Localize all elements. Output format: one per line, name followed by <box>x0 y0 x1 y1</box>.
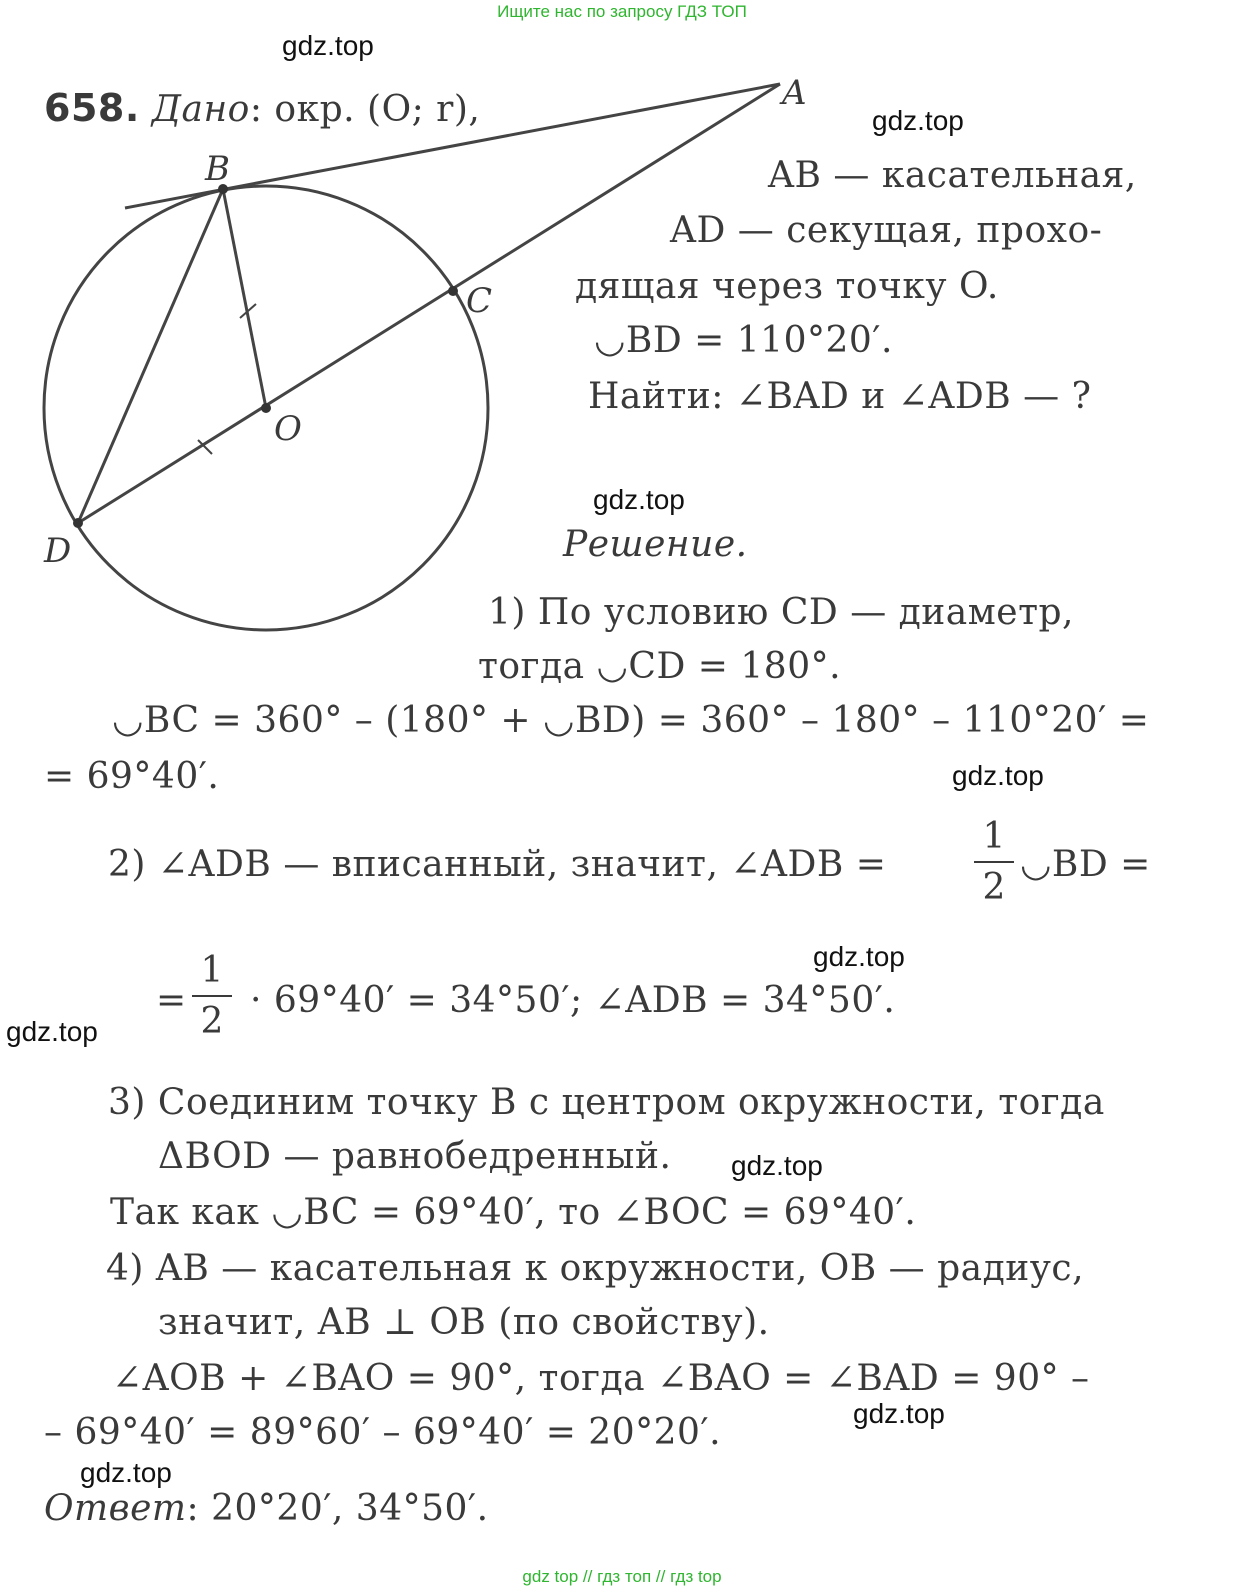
fraction-numerator: 1 <box>982 816 1006 857</box>
watermark: gdz.top <box>813 941 905 972</box>
radius-ob <box>223 189 266 408</box>
label-c: C <box>466 281 493 321</box>
label-d: D <box>44 531 72 571</box>
given-line: AD — секущая, прохо- <box>670 210 1103 251</box>
solution-line: 2) ∠ADB — вписанный, значит, ∠ADB = <box>108 844 887 885</box>
footer-links: gdz top // гдз топ // гдз top <box>522 1567 722 1586</box>
given-line: ◡BD = 110°20′. <box>594 320 893 361</box>
answer-label: Ответ <box>44 1488 187 1529</box>
find-line: Найти: ∠BAD и ∠ADB — ? <box>588 376 1092 417</box>
given-line: AB — касательная, <box>768 155 1137 196</box>
solution-line: 1) По условию CD — диаметр, <box>488 592 1074 633</box>
label-o: O <box>274 409 302 449</box>
watermark: gdz.top <box>6 1016 98 1047</box>
solution-line: ◡BD = <box>1020 844 1151 885</box>
point-c <box>448 286 458 296</box>
fraction <box>192 950 232 1042</box>
solution-line: – 69°40′ = 89°60′ – 69°40′ = 20°20′. <box>44 1412 722 1453</box>
fraction-denominator: 2 <box>982 867 1006 908</box>
watermark: gdz.top <box>593 484 685 515</box>
problem-number: 658. <box>44 86 140 130</box>
watermark: gdz.top <box>80 1457 172 1488</box>
answer-value: : 20°20′, 34°50′. <box>186 1488 489 1529</box>
solution-line: = 69°40′. <box>44 756 220 797</box>
fraction <box>974 816 1014 908</box>
point-o <box>261 403 271 413</box>
fraction-denominator: 2 <box>200 1001 224 1042</box>
answer-line <box>44 1488 489 1529</box>
chord-bd <box>78 189 223 523</box>
solution-line: = <box>156 980 187 1021</box>
watermark: gdz.top <box>282 30 374 61</box>
given-label: Дано <box>151 89 250 130</box>
solution-line: 4) AB — касательная к окружности, OB — радиус, <box>106 1248 1085 1289</box>
fraction-numerator: 1 <box>200 950 224 991</box>
given-text: : окр. (O; r), <box>249 89 481 130</box>
solution-line: значит, AB ⊥ OB (по свойству). <box>158 1302 770 1343</box>
watermark: gdz.top <box>952 760 1044 791</box>
watermark: gdz.top <box>853 1398 945 1429</box>
solution-line: ΔBOD — равнобедренный. <box>158 1136 672 1177</box>
watermark: gdz.top <box>872 105 964 136</box>
solution-line: 3) Соединим точку B с центром окружности, тогда <box>108 1082 1105 1123</box>
point-d <box>73 518 83 528</box>
solution-line: ∠AOB + ∠BAO = 90°, тогда ∠BAO = ∠BAD = 90° – <box>112 1358 1090 1399</box>
solution-line: · 69°40′ = 34°50′; ∠ADB = 34°50′. <box>250 980 896 1021</box>
solution-heading: Решение. <box>563 524 748 565</box>
label-a: A <box>782 73 807 113</box>
solution-line: Так как ◡BC = 69°40′, то ∠BOC = 69°40′. <box>110 1192 917 1233</box>
solution-line: ◡BC = 360° – (180° + ◡BD) = 360° – 180° – 110°20′ = <box>112 700 1150 741</box>
given-line: дящая через точку O. <box>575 266 999 307</box>
top-banner: Ищите нас по запросу ГДЗ ТОП <box>497 2 747 21</box>
label-b: B <box>205 149 230 189</box>
watermark: gdz.top <box>731 1150 823 1181</box>
solution-line: тогда ◡CD = 180°. <box>478 646 842 687</box>
problem-given-line <box>44 86 480 130</box>
